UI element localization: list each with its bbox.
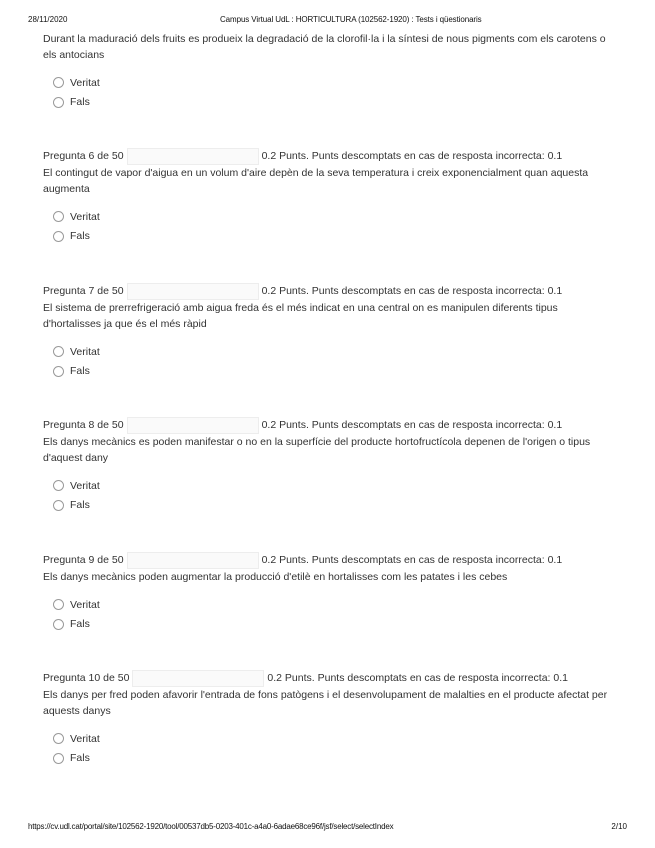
question-header xyxy=(43,282,613,300)
question-5 xyxy=(43,31,613,112)
answer-options xyxy=(53,729,613,768)
question-text: El contingut de vapor d'aigua en un volum d'aire depèn de la seva temperatura i creix exponencialment quan aquesta augmenta xyxy=(43,167,589,195)
option-label: Veritat xyxy=(70,210,100,223)
question-points: 0.2 Punts. Punts descomptats en cas de resposta incorrecta: 0.1 xyxy=(261,150,563,162)
answer-options xyxy=(53,476,613,515)
option-fals[interactable] xyxy=(53,227,613,247)
option-label: Veritat xyxy=(70,345,100,358)
option-veritat[interactable] xyxy=(53,207,613,227)
answer-options xyxy=(53,342,613,381)
radio-button[interactable] xyxy=(53,211,64,222)
print-date: 28/11/2020 xyxy=(28,15,68,24)
option-label: Veritat xyxy=(70,479,100,492)
option-veritat[interactable] xyxy=(53,342,613,362)
question-number: Pregunta 10 de 50 xyxy=(43,672,130,684)
print-header xyxy=(28,15,627,25)
radio-button[interactable] xyxy=(53,366,64,377)
grade-field xyxy=(127,552,259,569)
print-title: Campus Virtual UdL : HORTICULTURA (102562-1920) : Tests i qüestionaris xyxy=(220,15,482,24)
question-points: 0.2 Punts. Punts descomptats en cas de resposta incorrecta: 0.1 xyxy=(267,672,568,684)
option-label: Fals xyxy=(70,499,90,512)
option-label: Veritat xyxy=(70,598,100,611)
question-text: El sistema de prerrefrigeració amb aigua freda és el més indicat en una central on es manipulen diferents tipus d'hortalisses ja que és el més ràpid xyxy=(43,302,558,330)
question-header xyxy=(43,551,613,569)
option-label: Fals xyxy=(70,96,90,109)
option-veritat[interactable] xyxy=(53,595,613,615)
question-text: Durant la maduració dels fruits es produeix la degradació de la clorofil·la i la síntesi de nous pigments com els carotens o els antocians xyxy=(43,33,606,61)
radio-button[interactable] xyxy=(53,97,64,108)
option-label: Veritat xyxy=(70,732,100,745)
question-points: 0.2 Punts. Punts descomptats en cas de resposta incorrecta: 0.1 xyxy=(261,285,563,297)
radio-button[interactable] xyxy=(53,733,64,744)
option-veritat[interactable] xyxy=(53,476,613,496)
answer-options xyxy=(53,73,613,112)
question-number: Pregunta 7 de 50 xyxy=(43,285,124,297)
option-veritat[interactable] xyxy=(53,729,613,749)
radio-button[interactable] xyxy=(53,753,64,764)
question-header xyxy=(43,416,613,434)
grade-field xyxy=(127,283,259,300)
question-header xyxy=(43,669,613,687)
page-url: https://cv.udl.cat/portal/site/102562-1920/tool/00537db5-0203-401c-a4a0-6adae68ce96f/jsf/select/selectIndex xyxy=(28,822,394,831)
question-points: 0.2 Punts. Punts descomptats en cas de resposta incorrecta: 0.1 xyxy=(261,554,563,566)
question-text: Els danys per fred poden afavorir l'entrada de fons patògens i el desenvolupament de malalties en el producte afectat per aquests danys xyxy=(43,689,608,717)
option-label: Fals xyxy=(70,365,90,378)
question-points: 0.2 Punts. Punts descomptats en cas de resposta incorrecta: 0.1 xyxy=(261,419,563,431)
radio-button[interactable] xyxy=(53,346,64,357)
option-fals[interactable] xyxy=(53,496,613,516)
option-fals[interactable] xyxy=(53,749,613,769)
radio-button[interactable] xyxy=(53,500,64,511)
grade-field xyxy=(132,670,264,687)
option-veritat[interactable] xyxy=(53,73,613,93)
option-fals[interactable] xyxy=(53,615,613,635)
option-label: Fals xyxy=(70,752,90,765)
question-number: Pregunta 8 de 50 xyxy=(43,419,124,431)
question-text: Els danys mecànics es poden manifestar o no en la superfície del producte hortofructícola depenen de l'origen o tipus d'aquest dany xyxy=(43,436,591,464)
print-footer xyxy=(28,822,627,832)
radio-button[interactable] xyxy=(53,480,64,491)
option-fals[interactable] xyxy=(53,362,613,382)
question-text: Els danys mecànics poden augmentar la producció d'etilè en hortalisses com les patates i les cebes xyxy=(43,571,508,583)
question-9 xyxy=(43,551,613,634)
answer-options xyxy=(53,207,613,246)
option-label: Veritat xyxy=(70,76,100,89)
question-8 xyxy=(43,416,613,515)
question-number: Pregunta 9 de 50 xyxy=(43,554,124,566)
page-number: 2/10 xyxy=(611,822,627,831)
answer-options xyxy=(53,595,613,634)
grade-field xyxy=(127,417,259,434)
radio-button[interactable] xyxy=(53,231,64,242)
question-number: Pregunta 6 de 50 xyxy=(43,150,124,162)
radio-button[interactable] xyxy=(53,599,64,610)
option-label: Fals xyxy=(70,230,90,243)
question-10 xyxy=(43,669,613,768)
option-fals[interactable] xyxy=(53,93,613,113)
option-label: Fals xyxy=(70,618,90,631)
question-7 xyxy=(43,282,613,381)
radio-button[interactable] xyxy=(53,77,64,88)
question-6 xyxy=(43,147,613,246)
question-header xyxy=(43,147,613,165)
radio-button[interactable] xyxy=(53,619,64,630)
grade-field xyxy=(127,148,259,165)
